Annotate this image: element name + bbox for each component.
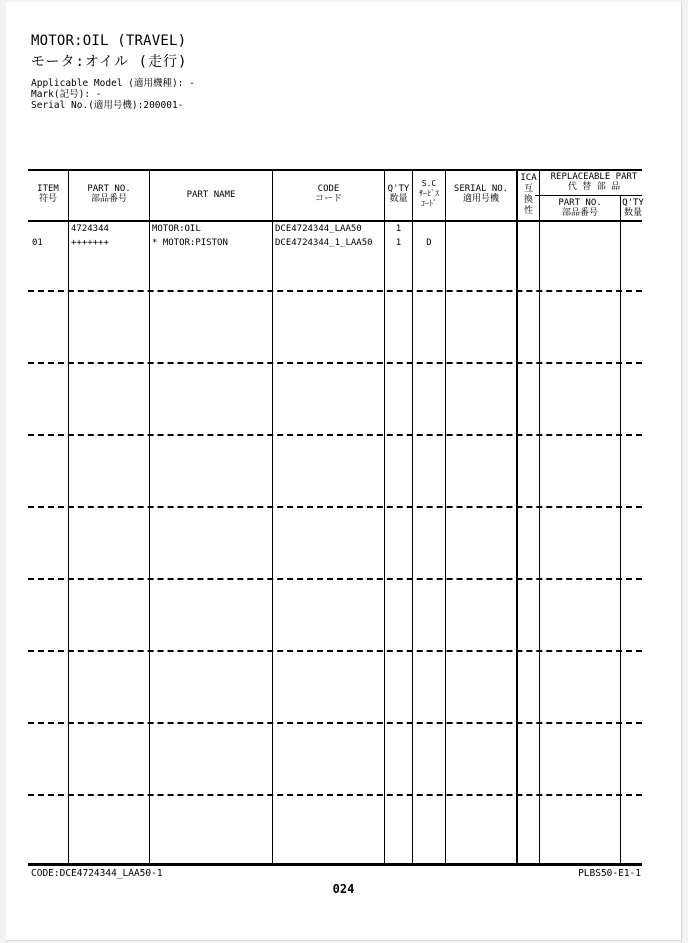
header-interchangeability: ICA 互 換 性 [520,173,537,216]
row-divider [28,434,642,436]
column-divider [149,171,150,863]
header-code: CODE コード [314,184,342,204]
header-bottom-border [28,220,642,222]
row2-part-no: +++++++ [71,238,109,248]
column-divider [445,171,446,863]
mark: Mark(記号): - [31,89,102,100]
footer-reference: PLBS50-E1-1 [578,868,641,879]
header-part-no: PART NO. 部品番号 [87,184,131,204]
row-divider [28,578,642,580]
table-bottom-border [28,863,642,866]
row2-service-code: D [426,238,432,248]
row1-part-name: MOTOR:OIL [152,224,201,234]
row2-qty: 1 [395,238,402,248]
row-divider [28,794,642,796]
header-replaceable-part-no: PART NO. 部品番号 [558,198,602,218]
column-divider [68,171,69,863]
parts-catalog-page [6,2,682,941]
row-divider [28,650,642,652]
parts-table [28,169,642,866]
header-replaceable-part: REPLACEABLE PART 代 替 部 品 [550,172,638,192]
row2-code: DCE4724344_1_LAA50 [275,238,373,248]
header-serial-no: SERIAL NO. 適用号機 [453,184,509,204]
replaceable-sub-divider [535,195,642,196]
column-divider [412,171,413,863]
header-replaceable-qty: Q'TY 数量 [622,198,644,218]
page-title-japanese: モータ:オイル (走行) [31,54,188,70]
row1-part-no: 4724344 [71,224,109,234]
header-part-name: PART NAME [186,190,236,200]
row-divider [28,506,642,508]
applicable-model: Applicable Model (適用機種): - [31,78,195,89]
row2-item: 01 [32,238,43,248]
column-divider [539,171,540,863]
column-divider [620,195,621,863]
page-title: MOTOR:OIL (TRAVEL) [31,33,187,49]
row1-qty: 1 [395,224,402,234]
page-number: 024 [332,882,355,896]
row2-part-name: * MOTOR:PISTON [152,238,228,248]
row-divider [28,362,642,364]
header-qty: Q'TY 数量 [387,184,410,204]
column-divider [384,171,385,863]
header-item: ITEM 符号 [37,184,59,204]
column-divider [272,171,273,863]
row-divider [28,290,642,292]
header-service-code: S.C ｻｰﾋﾞｽ ｺｰﾄﾞ [419,179,439,208]
row-divider [28,722,642,724]
row1-code: DCE4724344_LAA50 [275,224,362,234]
footer-code: CODE:DCE4724344_LAA50-1 [31,868,163,879]
column-divider [516,171,518,863]
table-top-border [28,169,642,171]
serial-number: Serial No.(適用号機):200001- [31,100,184,111]
